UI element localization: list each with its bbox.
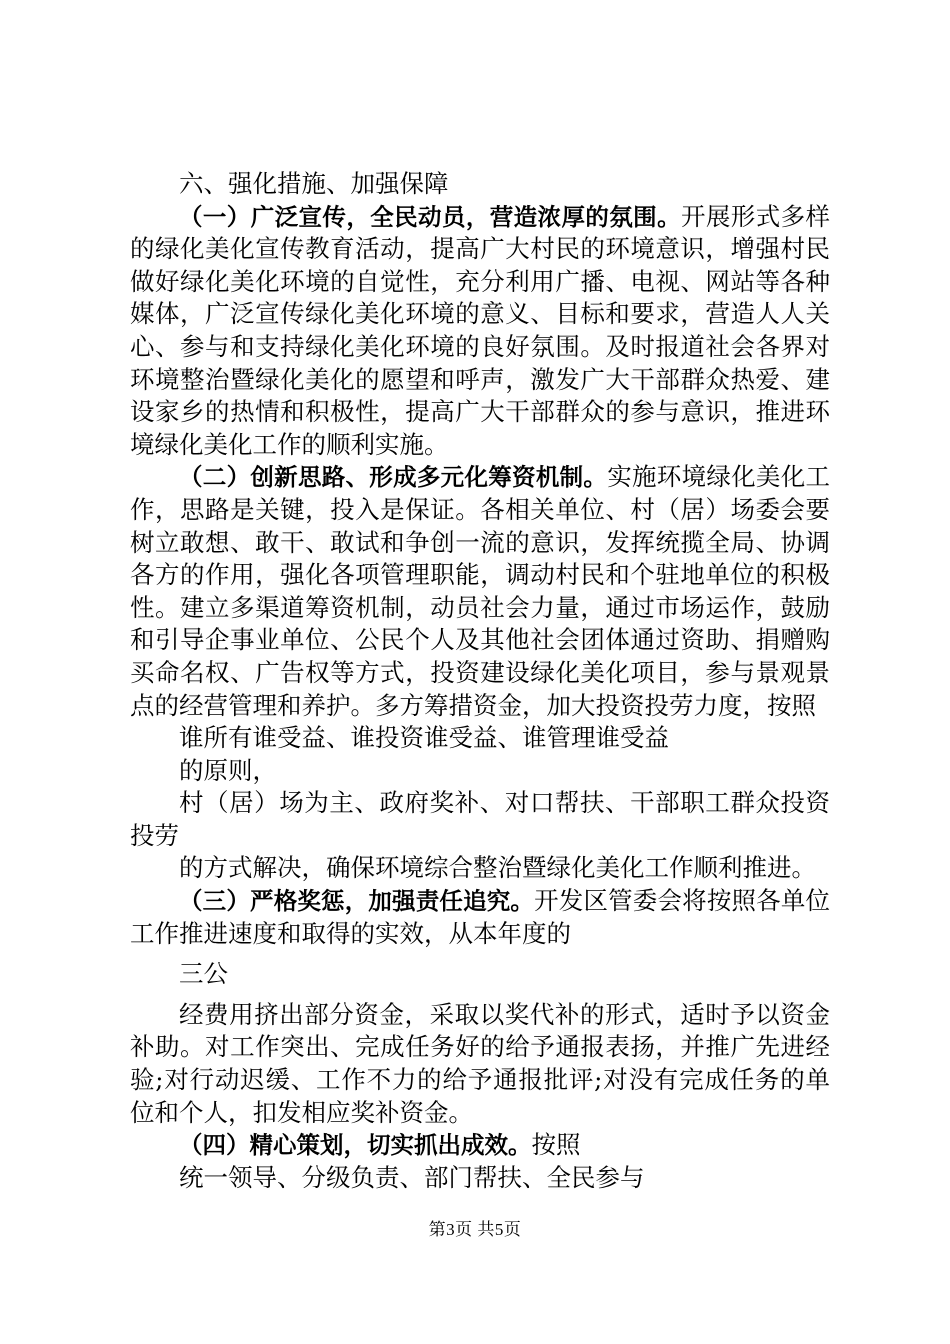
paragraph-3-fragment-2: 经费用挤出部分资金，采取以奖代补的形式，适时予以资金补助。对工作突出、完成任务好的给予通报表扬，并推广先进经验;对行动迟缓、工作不力的给予通报批评;对没有完成任务的单位和个人，扣发相应奖补资金。 xyxy=(130,999,830,1127)
paragraph-3 xyxy=(130,885,830,950)
section-heading: 六、强化措施、加强保障 xyxy=(179,169,449,198)
paragraph-2 xyxy=(130,461,830,722)
paragraph-2-fragment-4: 的方式解决，确保环境综合整治暨绿化美化工作顺利推进。 xyxy=(179,853,816,883)
paragraph-4 xyxy=(130,1129,830,1162)
paragraph-2-fragment-3: 村（居）场为主、政府奖补、对口帮扶、干部职工群众投资投劳 xyxy=(130,788,830,850)
paragraph-1 xyxy=(130,201,830,462)
paragraph-2-fragment-1: 谁所有谁受益、谁投资谁受益、谁管理谁受益 xyxy=(179,723,669,753)
paragraph-3-fragment-1: 三公 xyxy=(179,959,228,989)
paragraph-1-lead: （一）广泛宣传，全民动员，营造浓厚的氛围。 xyxy=(179,202,681,231)
paragraph-4-fragment-1: 统一领导、分级负责、部门帮扶、全民参与 xyxy=(179,1162,645,1192)
page-number: 第3页 共5页 xyxy=(428,1220,522,1239)
paragraph-2-text: 实施环境绿化美化工作，思路是关键，投入是保证。各相关单位、村（居）场委会要树立敢想、敢干、敢试和争创一流的意识，发挥统揽全局、协调各方的作用，强化各项管理职能，调动村民和个驻地单位的积极性。建立多渠道筹资机制，动员社会力量，通过市场运作，鼓励和引导企事业单位、公民个人及其他社会团体通过资助、捐赠购买命名权、广告权等方式，投资建设绿化美化项目，参与景观景点的经营管理和养护。多方筹措资金，加大投资投劳力度，按照 xyxy=(130,462,831,720)
paragraph-4-lead: （四）精心策划，切实抓出成效。 xyxy=(179,1131,532,1160)
paragraph-1-text: 开展形式多样的绿化美化宣传教育活动，提高广大村民的环境意识，增强村民做好绿化美化环境的自觉性，充分利用广播、电视、网站等各种媒体，广泛宣传绿化美化环境的意义、目标和要求，营造人人关心、参与和支持绿化美化环境的良好氛围。及时报道社会各界对环境整治暨绿化美化的愿望和呼声，激发广大干部群众热爱、建设家乡的热情和积极性，提高广大干部群众的参与意识，推进环境绿化美化工作的顺利实施。 xyxy=(130,201,831,459)
paragraph-2-fragment-2: 的原则， xyxy=(179,755,277,785)
document-body xyxy=(130,168,830,1194)
paragraph-2-lead: （二）创新思路、形成多元化筹资机制。 xyxy=(179,463,608,492)
paragraph-3-lead: （三）严格奖惩，加强责任追究。 xyxy=(179,887,535,916)
paragraph-4-text: 按照 xyxy=(531,1130,581,1160)
page-footer xyxy=(0,1215,950,1240)
paragraph-3-text: 开发区管委会将按照各单位工作推进速度和取得的实效，从本年度的 xyxy=(130,886,831,948)
